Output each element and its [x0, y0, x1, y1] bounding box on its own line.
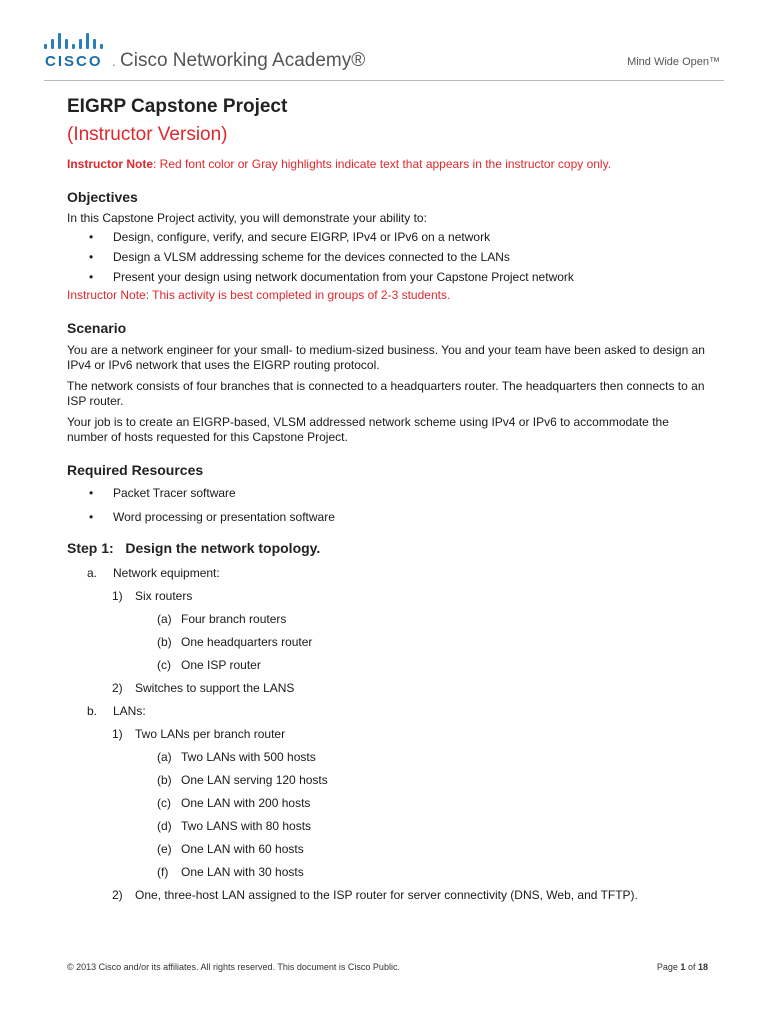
logo-separator: . [112, 53, 116, 69]
instructor-note-text: : Red font color or Gray highlights indicate text that appears in the instructor copy only. [153, 157, 612, 171]
list-item: b. LANs: [87, 704, 146, 718]
list-item: (c) One ISP router [157, 658, 261, 672]
list-item: • Design, configure, verify, and secure EIGRP, IPv4 or IPv6 on a network [67, 230, 707, 245]
list-item: 2) Switches to support the LANS [112, 681, 295, 695]
resources-heading: Required Resources [67, 462, 204, 478]
step1-heading: Step 1: Design the network topology. [67, 540, 321, 556]
objectives-list [67, 230, 707, 285]
objectives-heading: Objectives [67, 189, 138, 205]
scenario-paragraph: The network consists of four branches that is connected to a headquarters router. The headquarters then connects to an ISP router. [67, 379, 705, 408]
objectives-instructor-note: Instructor Note: This activity is best completed in groups of 2-3 students. [67, 288, 451, 302]
academy-name: Cisco Networking Academy® [120, 50, 366, 71]
list-item: (d) Two LANS with 80 hosts [157, 819, 312, 833]
list-item: 2) One, three-host LAN assigned to the ISP router for server connectivity (DNS, Web, and TFTP). [112, 888, 638, 902]
scenario-heading: Scenario [67, 320, 127, 336]
instructor-note-label: Instructor Note [67, 157, 154, 171]
page-header [0, 0, 768, 80]
cisco-logo-bars-icon [44, 33, 110, 49]
list-item: (b) One headquarters router [157, 635, 313, 649]
scenario-paragraph: Your job is to create an EIGRP-based, VLSM addressed network scheme using IPv4 or IPv6 to accommodate the number of hosts requested for this Capstone Project. [67, 415, 669, 444]
list-item: (a) Two LANs with 500 hosts [157, 750, 316, 764]
objectives-intro: In this Capstone Project activity, you will demonstrate your ability to: [67, 211, 427, 225]
document-title: EIGRP Capstone Project [67, 96, 288, 117]
scenario-paragraph: You are a network engineer for your small- to medium-sized business. You and your team have been asked to design an IPv4 or IPv6 network that uses the EIGRP routing protocol. [67, 343, 705, 372]
list-item: (a) Four branch routers [157, 612, 287, 626]
tagline: Mind Wide Open™ [627, 56, 720, 68]
cisco-logo-text: CISCO [45, 53, 103, 70]
list-item: (e) One LAN with 60 hosts [157, 842, 304, 856]
list-item: • Present your design using network documentation from your Capstone Project network [67, 270, 707, 285]
list-item: • Design a VLSM addressing scheme for the devices connected to the LANs [67, 250, 707, 265]
list-item: • Packet Tracer software [67, 486, 707, 501]
list-item: (b) One LAN serving 120 hosts [157, 773, 328, 787]
list-item: (c) One LAN with 200 hosts [157, 796, 311, 810]
list-item: a. Network equipment: [87, 566, 220, 580]
resources-list [67, 486, 707, 525]
instructor-note [67, 157, 707, 172]
page-number: Page 1 of 18 [656, 962, 708, 972]
page-footer [67, 962, 708, 972]
list-item: • Word processing or presentation software [67, 510, 707, 525]
footer-copyright: © 2013 Cisco and/or its affiliates. All rights reserved. This document is Cisco Public. [67, 962, 400, 972]
document-body [67, 95, 707, 903]
document-subtitle: (Instructor Version) [67, 124, 228, 145]
list-item: 1) Two LANs per branch router [112, 727, 286, 741]
list-item: (f) One LAN with 30 hosts [157, 865, 304, 879]
header-divider [44, 80, 724, 81]
list-item: 1) Six routers [112, 589, 193, 603]
